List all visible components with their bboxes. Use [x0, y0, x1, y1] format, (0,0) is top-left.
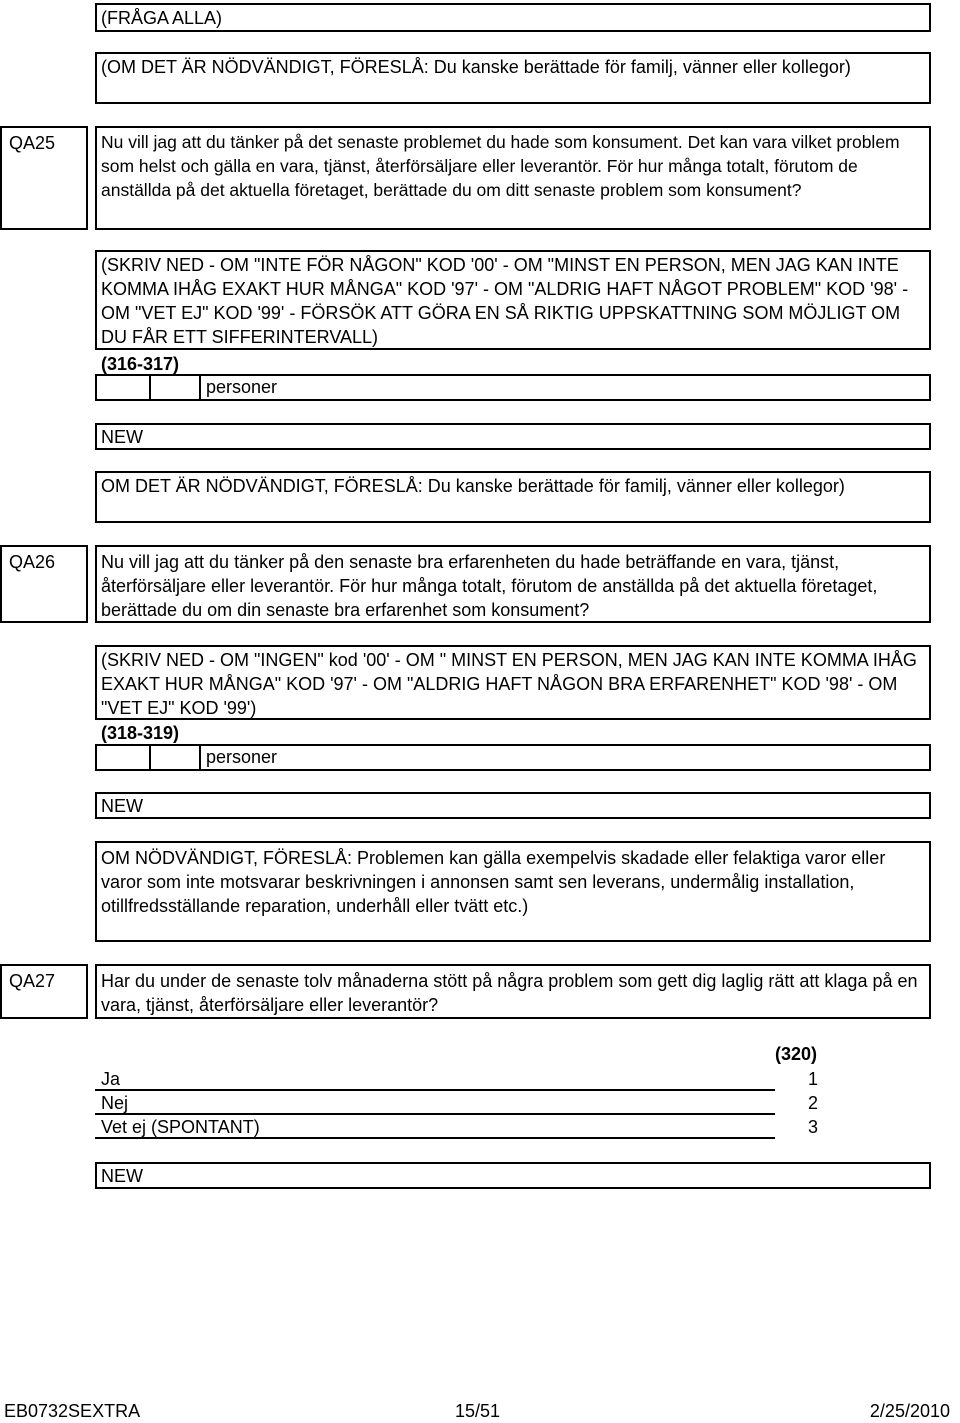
qa25-instruction: (SKRIV NED - OM "INTE FÖR NÅGON" KOD '00' - OM "MINST EN PERSON, MEN JAG KAN INTE KOMMA IHÅG EXAKT HUR MÅNGA" KOD '97' - OM "ALDRIG HAFT NÅGOT PROBLEM" KOD '98' - OM "VET EJ" KOD '99' - FÖRSÖK ATT GÖRA EN SÅ RIKTIG UPPSKATTNING SOM MÖJLIGT OM DU FÅR ETT SIFFERINTERVALL) [101, 255, 909, 347]
footer-doc-id: EB0732SEXTRA [4, 1401, 141, 1421]
qa25-new-box [95, 423, 931, 450]
qa25-question-box [95, 126, 931, 230]
qa26-instruction-box [95, 645, 931, 720]
qa27-question-box [95, 964, 931, 1019]
qa25-digit-divider-2 [199, 374, 201, 401]
footer-date: 2/25/2010 [869, 1401, 950, 1421]
footer-page-number: 15/51 [455, 1401, 501, 1421]
qa27-option-divider-3 [95, 1137, 775, 1139]
suggest-note-box-1 [95, 52, 931, 104]
qa25-code-box [0, 126, 88, 230]
qa27-code-box [0, 964, 88, 1019]
qa25-columns: (316-317) [101, 354, 180, 374]
qa25-code: QA25 [9, 133, 56, 153]
qa27-code: QA27 [9, 971, 56, 991]
qa26-new-label: NEW [101, 796, 143, 816]
qa25-instruction-box [95, 250, 931, 350]
qa25-new-label: NEW [101, 427, 143, 447]
ask-all-note: (FRÅGA ALLA) [101, 8, 223, 28]
qa27-option-vetej-code: 3 [808, 1117, 819, 1137]
qa26-suggest: OM NÖDVÄNDIGT, FÖRESLÅ: Problemen kan gälla exempelvis skadade eller felaktiga varor eller varor som inte motsvarar beskrivningen i annonsen samt sen leverans, undermålig installation, otillfredsställande reparation, underhåll eller tvätt etc.) [101, 848, 886, 916]
qa26-instruction: (SKRIV NED - OM "INGEN" kod '00' - OM " MINST EN PERSON, MEN JAG KAN INTE KOMMA IHÅG EXAKT HUR MÅNGA" KOD '97' - OM "ALDRIG HAFT NÅGON BRA ERFARENHET" KOD '98' - OM "VET EJ" KOD '99') [101, 650, 917, 718]
qa26-code: QA26 [9, 552, 56, 572]
qa25-question: Nu vill jag att du tänker på det senaste problemet du hade som konsument. Det kan vara vilket problem som helst och gälla en vara, tjänst, återförsäljare eller leverantör. För hur många totalt, förutom de anställda på det aktuella företaget, berättade du om ditt senaste problem som konsument? [101, 132, 900, 200]
qa26-code-box [0, 545, 88, 623]
suggest-note-1: (OM DET ÄR NÖDVÄNDIGT, FÖRESLÅ: Du kanske berättade för familj, vänner eller kollegor) [101, 57, 851, 77]
qa27-option-nej-code: 2 [808, 1093, 819, 1113]
qa26-columns: (318-319) [101, 723, 180, 743]
qa27-option-vetej-label: Vet ej (SPONTANT) [101, 1117, 260, 1137]
ask-all-box [95, 3, 931, 32]
qa26-digit-divider-2 [199, 744, 201, 771]
qa26-digit-divider-1 [149, 744, 151, 771]
qa25-suggest: OM DET ÄR NÖDVÄNDIGT, FÖRESLÅ: Du kanske berättade för familj, vänner eller kollegor) [101, 476, 845, 496]
qa27-option-divider-1 [95, 1089, 775, 1091]
qa27-column: (320) [775, 1044, 818, 1064]
qa26-unit: personer [206, 747, 278, 767]
qa27-new-box [95, 1162, 931, 1189]
qa25-suggest-box [95, 471, 931, 523]
qa26-suggest-box [95, 841, 931, 942]
qa27-option-ja-code: 1 [808, 1069, 819, 1089]
qa26-question: Nu vill jag att du tänker på den senaste bra erfarenheten du hade beträffande en vara, tjänst, återförsäljare eller leverantör. För hur många totalt, förutom de anställda på det aktuella företaget, berättade du om din senaste bra erfarenhet som konsument? [101, 552, 878, 620]
qa25-digit-divider-1 [149, 374, 151, 401]
qa27-question: Har du under de senaste tolv månaderna stött på några problem som gett dig laglig rätt att klaga på en vara, tjänst, återförsäljare eller leverantör? [101, 971, 918, 1015]
qa26-new-box [95, 792, 931, 819]
qa27-new-label: NEW [101, 1166, 143, 1186]
qa25-unit: personer [206, 377, 278, 397]
qa27-option-ja-label: Ja [101, 1069, 121, 1089]
qa27-option-nej-label: Nej [101, 1093, 129, 1113]
qa26-question-box [95, 545, 931, 623]
